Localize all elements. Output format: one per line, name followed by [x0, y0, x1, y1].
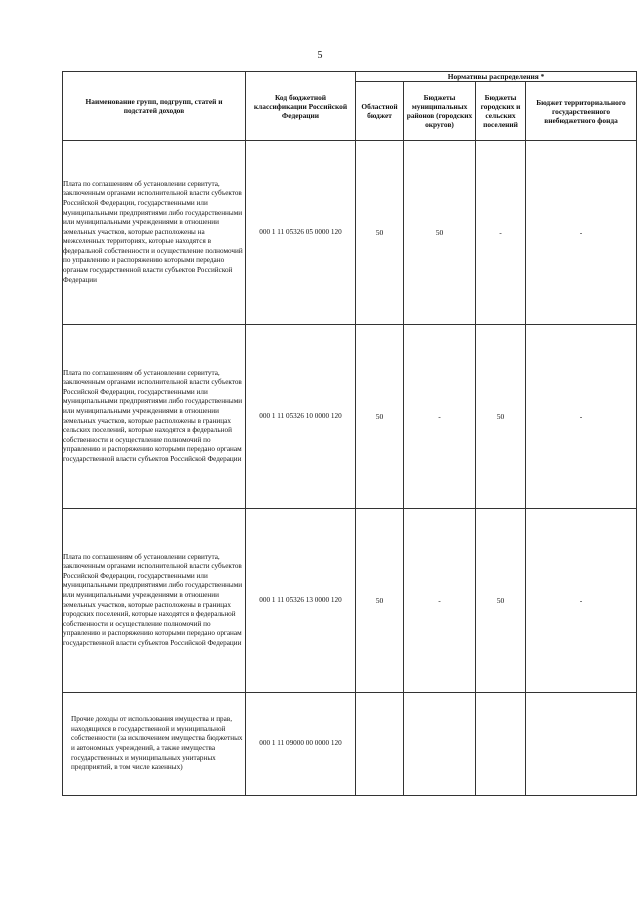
row-settlements: 50 [476, 509, 526, 693]
header-fund: Бюджет территориального государственного внебюджетного фонда [526, 82, 637, 141]
row-regional: 50 [356, 325, 404, 509]
row-municipal: - [404, 325, 476, 509]
table-row [63, 693, 637, 796]
row-code: 000 1 11 05326 10 0000 120 [246, 325, 356, 509]
row-name: Плата по соглашениям об установлении сервитута, заключенным органами исполнительной власти субъектов Российской Федерации, государственными или муниципальными предприятиями либо государственными или муниципальными учреждениями в отношении земельных участков, которые расположены в границах городских поселений, которые находятся в федеральной собственности и осуществление полномочий по управлению и распоряжению которыми передано органам государственной власти субъектов Российской Федерации [63, 509, 246, 693]
row-name: Плата по соглашениям об установлении сервитута, заключенным органами исполнительной власти субъектов Российской Федерации, государственными или муниципальными предприятиями либо государственными или муниципальными учреждениями в отношении земельных участков, которые расположены в границах сельских поселений, которые находятся в федеральной собственности и осуществление полномочий по управлению и распоряжению которыми передано органам государственной власти субъектов Российской Федерации [63, 325, 246, 509]
row-regional: 50 [356, 141, 404, 325]
table-row [63, 325, 637, 509]
revenue-distribution-table [62, 71, 637, 796]
row-settlements: - [476, 141, 526, 325]
row-municipal: 50 [404, 141, 476, 325]
header-settlements: Бюджеты городских и сельских поселений [476, 82, 526, 141]
header-name: Наименование групп, подгрупп, статей и подстатей доходов [63, 72, 246, 141]
row-code: 000 1 11 05326 05 0000 120 [246, 141, 356, 325]
row-name: Прочие доходы от использования имущества и прав, находящихся в государственной и муниципальной собственности (за исключением имущества бюджетных и автономных учреждений, а также имущества государственных и муниципальных унитарных предприятий, в том числе казенных) [63, 693, 246, 796]
row-fund: - [526, 325, 637, 509]
row-municipal [404, 693, 476, 796]
row-code: 000 1 11 05326 13 0000 120 [246, 509, 356, 693]
row-settlements [476, 693, 526, 796]
row-fund: - [526, 141, 637, 325]
row-regional: 50 [356, 509, 404, 693]
row-regional [356, 693, 404, 796]
table-row [63, 141, 637, 325]
table-row [63, 509, 637, 693]
header-regional: Областной бюджет [356, 82, 404, 141]
row-settlements: 50 [476, 325, 526, 509]
header-code: Код бюджетной классификации Российской Федерации [246, 72, 356, 141]
header-municipal: Бюджеты муниципальных районов (городских округов) [404, 82, 476, 141]
page-number: 5 [317, 50, 323, 61]
row-fund: - [526, 509, 637, 693]
row-code: 000 1 11 09000 00 0000 120 [246, 693, 356, 796]
row-name: Плата по соглашениям об установлении сервитута, заключенным органами исполнительной власти субъектов Российской Федерации, государственными или муниципальными предприятиями либо государственными или муниципальными учреждениями в отношении земельных участков, которые расположены на межселенных территориях, которые находятся в федеральной собственности и осуществление полномочий по управлению и распоряжению которыми передано органам государственной власти субъектов Российской Федерации [63, 141, 246, 325]
row-municipal: - [404, 509, 476, 693]
header-norm-group: Нормативы распределения * [356, 72, 637, 82]
row-fund [526, 693, 637, 796]
